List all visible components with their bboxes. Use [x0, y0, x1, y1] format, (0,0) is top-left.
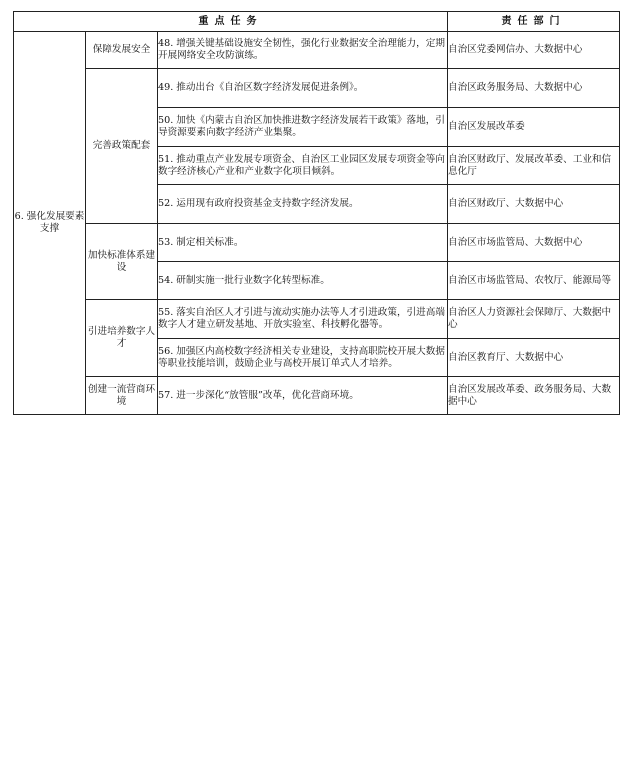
table-row — [14, 300, 620, 339]
header-dept: 责任部门 — [448, 12, 620, 32]
task-cell: 53. 制定相关标准。 — [158, 224, 448, 262]
group-cell: 加快标准体系建设 — [86, 224, 158, 300]
category-cell: 6. 强化发展要素支撑 — [14, 32, 86, 415]
task-cell: 56. 加强区内高校数字经济相关专业建设，支持高职院校开展大数据等职业技能培训，鼓励企业与高校开展订单式人才培养。 — [158, 339, 448, 377]
dept-cell: 自治区财政厅、发展改革委、工业和信息化厅 — [448, 147, 620, 185]
task-cell: 49. 推动出台《自治区数字经济发展促进条例》。 — [158, 69, 448, 108]
table-row — [14, 224, 620, 262]
table-header-row — [14, 12, 620, 32]
dept-cell: 自治区市场监管局、大数据中心 — [448, 224, 620, 262]
task-cell: 55. 落实自治区人才引进与流动实施办法等人才引进政策，引进高端数字人才建立研发基地、开放实验室、科技孵化器等。 — [158, 300, 448, 339]
group-cell: 完善政策配套 — [86, 69, 158, 224]
task-table — [13, 11, 620, 415]
group-cell: 创建一流营商环境 — [86, 377, 158, 415]
task-cell: 52. 运用现有政府投资基金支持数字经济发展。 — [158, 185, 448, 224]
dept-cell: 自治区政务服务局、大数据中心 — [448, 69, 620, 108]
group-cell: 引进培养数字人才 — [86, 300, 158, 377]
group-cell: 保障发展安全 — [86, 32, 158, 69]
dept-cell: 自治区教育厅、大数据中心 — [448, 339, 620, 377]
dept-cell: 自治区市场监管局、农牧厅、能源局等 — [448, 262, 620, 300]
dept-cell: 自治区财政厅、大数据中心 — [448, 185, 620, 224]
header-tasks: 重点任务 — [14, 12, 448, 32]
task-cell: 54. 研制实施一批行业数字化转型标准。 — [158, 262, 448, 300]
dept-cell: 自治区发展改革委、政务服务局、大数据中心 — [448, 377, 620, 415]
task-cell: 48. 增强关键基础设施安全韧性，强化行业数据安全治理能力，定期开展网络安全攻防演练。 — [158, 32, 448, 69]
table-row — [14, 69, 620, 108]
dept-cell: 自治区人力资源社会保障厅、大数据中心 — [448, 300, 620, 339]
dept-cell: 自治区党委网信办、大数据中心 — [448, 32, 620, 69]
table-row — [14, 32, 620, 69]
task-cell: 57. 进一步深化“放管服”改革，优化营商环境。 — [158, 377, 448, 415]
task-cell: 50. 加快《内蒙古自治区加快推进数字经济发展若干政策》落地，引导资源要素向数字经济产业集聚。 — [158, 108, 448, 147]
dept-cell: 自治区发展改革委 — [448, 108, 620, 147]
task-cell: 51. 推动重点产业发展专项资金、自治区工业园区发展专项资金等向数字经济核心产业和产业数字化项目倾斜。 — [158, 147, 448, 185]
table-row — [14, 377, 620, 415]
